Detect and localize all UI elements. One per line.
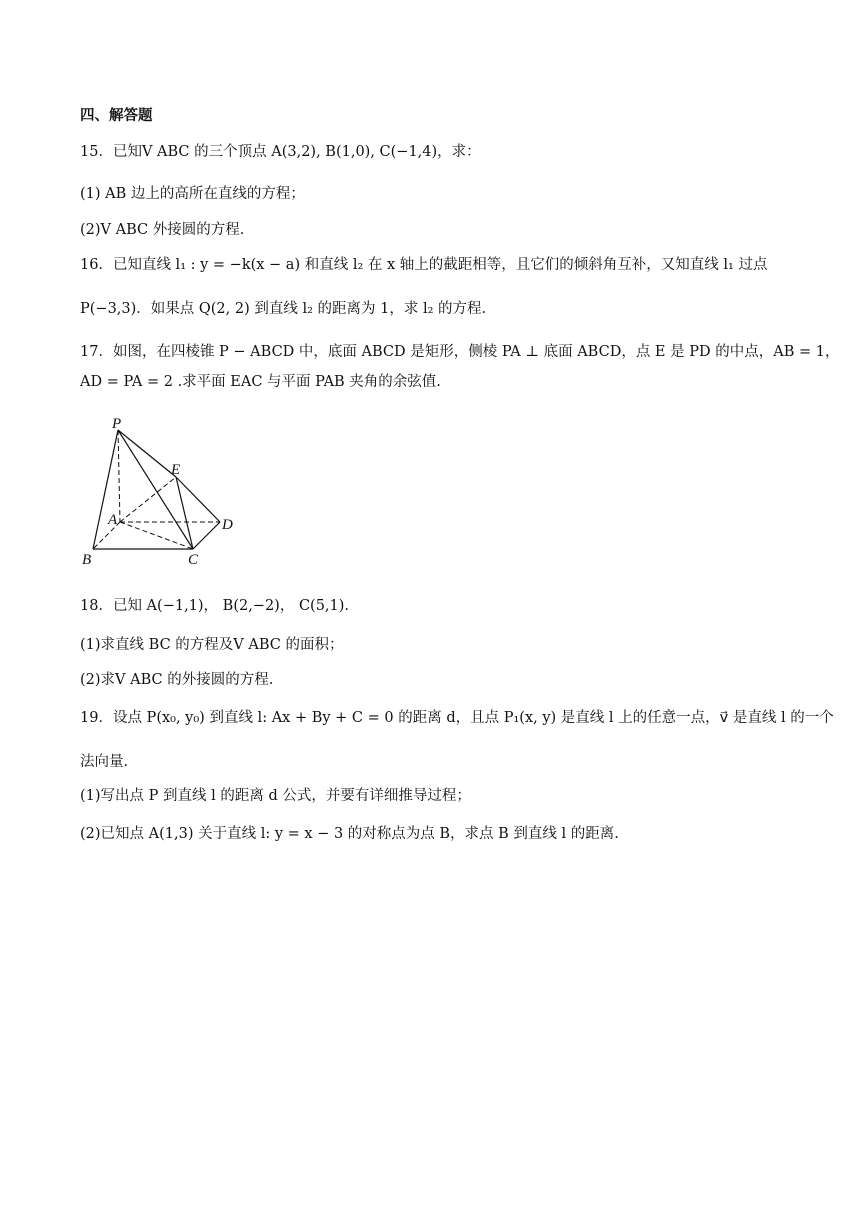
pyramid-figure (78, 412, 248, 572)
q19-part2: (2)已知点 A(1,3) 关于直线 l: y = x − 3 的对称点为点 B，求点 B 到直线 l 的距离. (80, 826, 619, 842)
edge-AE (120, 477, 176, 522)
label-D: D (222, 517, 233, 533)
q19-stem-line1: 19．设点 P(x₀, y₀) 到直线 l: Ax + By + C = 0 的距离 d，且点 P₁(x, y) 是直线 l 上的任意一点，v⃗ 是直线 l 的一个 (80, 710, 834, 726)
q17-stem-line2: AD = PA = 2 .求平面 EAC 与平面 PAB 夹角的余弦值. (80, 374, 441, 390)
q18-part1: (1)求直线 BC 的方程及V ABC 的面积； (80, 637, 344, 653)
edge-PE (118, 430, 176, 477)
q19-part1: (1)写出点 P 到直线 l 的距离 d 公式，并要有详细推导过程； (80, 788, 471, 804)
edge-AC (120, 522, 193, 549)
edge-EC (176, 477, 193, 549)
edge-ED (176, 477, 220, 522)
label-B: B (82, 552, 92, 568)
q16-stem-line1: 16．已知直线 l₁ : y = −k(x − a) 和直线 l₂ 在 x 轴上的截距相等，且它们的倾斜角互补，又知直线 l₁ 过点 (80, 257, 768, 273)
q15-part1: (1) AB 边上的高所在直线的方程； (80, 186, 305, 202)
label-E: E (171, 462, 181, 478)
label-A: A (108, 512, 118, 528)
label-P: P (112, 416, 122, 432)
edge-PA (118, 430, 120, 522)
q18-stem: 18．已知 A(−1,1)， B(2,−2)， C(5,1). (80, 598, 350, 614)
section-heading: 四、解答题 (80, 107, 153, 124)
q19-stem-line2: 法向量. (80, 754, 129, 770)
q16-stem-line2: P(−3,3)．如果点 Q(2, 2) 到直线 l₂ 的距离为 1，求 l₂ 的方程. (80, 301, 487, 317)
edge-PB (93, 430, 118, 549)
q15-stem: 15．已知V ABC 的三个顶点 A(3,2), B(1,0), C(−1,4)，求： (80, 144, 481, 160)
q17-stem-line1: 17．如图，在四棱锥 P − ABCD 中，底面 ABCD 是矩形，侧棱 PA ⊥ 底面 ABCD，点 E 是 PD 的中点，AB = 1， (80, 344, 840, 360)
edge-CD (193, 522, 220, 549)
q15-part2: (2)V ABC 外接圆的方程. (80, 222, 245, 238)
label-C: C (188, 552, 199, 568)
edge-PC (118, 430, 193, 549)
q18-part2: (2)求V ABC 的外接圆的方程. (80, 672, 274, 688)
